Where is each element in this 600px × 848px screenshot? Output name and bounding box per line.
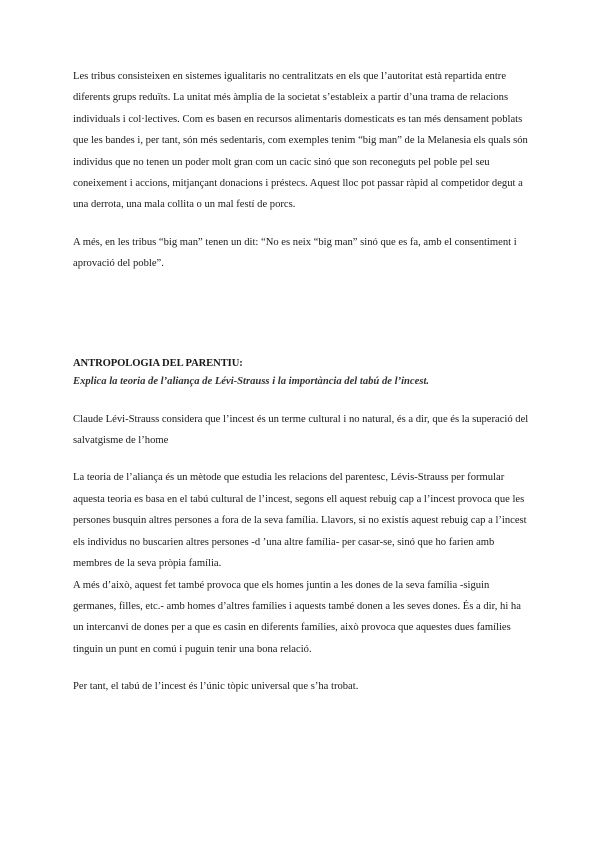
- paragraph-conclusio: Per tant, el tabú de l’incest és l’únic tòpic universal que s’ha trobat.: [73, 681, 359, 693]
- paragraph-intercanvi-dones: A més d’això, aquest fet també provoca que els homes juntin a les dones de la seva família -siguin germanes, filles, etc.- amb homes d’altres famílies i aquests també donen a les seves dones. És a dir, hi ha un intercanvi de dones per a que es casin en diferents famílies, això provoca que aquestes dues famílies tinguin un punt en comú i puguin tenir una bona relació.: [73, 579, 521, 655]
- section-question: Explica la teoria de l’aliança de Lévi-Strauss i la importància del tabú de l’incest.: [73, 375, 430, 387]
- document-page: [73, 66, 529, 698]
- section-title: ANTROPOLOGIA DEL PARENTIU:: [73, 357, 243, 369]
- paragraph-spacer: [73, 660, 529, 676]
- paragraph-spacer: [73, 451, 529, 467]
- section-spacer: [73, 275, 529, 355]
- paragraph-teoria-alianca: La teoria de l’aliança és un mètode que estudia les relacions del parentesc, Lévis-Strauss per formular aquesta teoria es basa en el tabú cultural de l’incest, segons ell aquest rebuig cap a l’incest provoca que les persones busquin altres persones a fora de la seva família. Llavors, si no existís aquest rebuig cap a l’incest els individus no buscarien altres persones -d ’una altre família- per casar-se, sinó que ho farien amb membres de la seva pròpia família.: [73, 472, 527, 570]
- paragraph-levi-strauss-intro: Claude Lévi-Strauss considera que l’incest és un terme cultural i no natural, és a dir, que és la superació del salvatgisme de l’home: [73, 413, 529, 447]
- paragraph-big-man: A més, en les tribus “big man” tenen un dit: “No es neix “big man” sinó que es fa, amb el consentiment i aprovació del poble”.: [73, 236, 517, 270]
- paragraph-spacer: [73, 216, 529, 232]
- paragraph-tribus: Les tribus consisteixen en sistemes igualitaris no centralitzats en els que l’autoritat està repartida entre diferents grups reduïts. La unitat més àmplia de la societat s’estableix a partir d’una trama de relacions individuals i col·lectives. Com es basen en recursos alimentaris domesticats es tan més densament poblats que les bandes i, per tant, són més sedentaris, com exemples tenim “big man” de la Melanesia els quals són individus que no tenen un poder molt gran com un cacic sinó que son reconeguts pel poble pel seu coneixement i accions, mitjançant donacions i préstecs. Aquest lloc pot passar ràpid al competidor degut a una derrota, una mala collita o un mal festí de porcs.: [73, 71, 528, 211]
- paragraph-spacer: [73, 391, 529, 409]
